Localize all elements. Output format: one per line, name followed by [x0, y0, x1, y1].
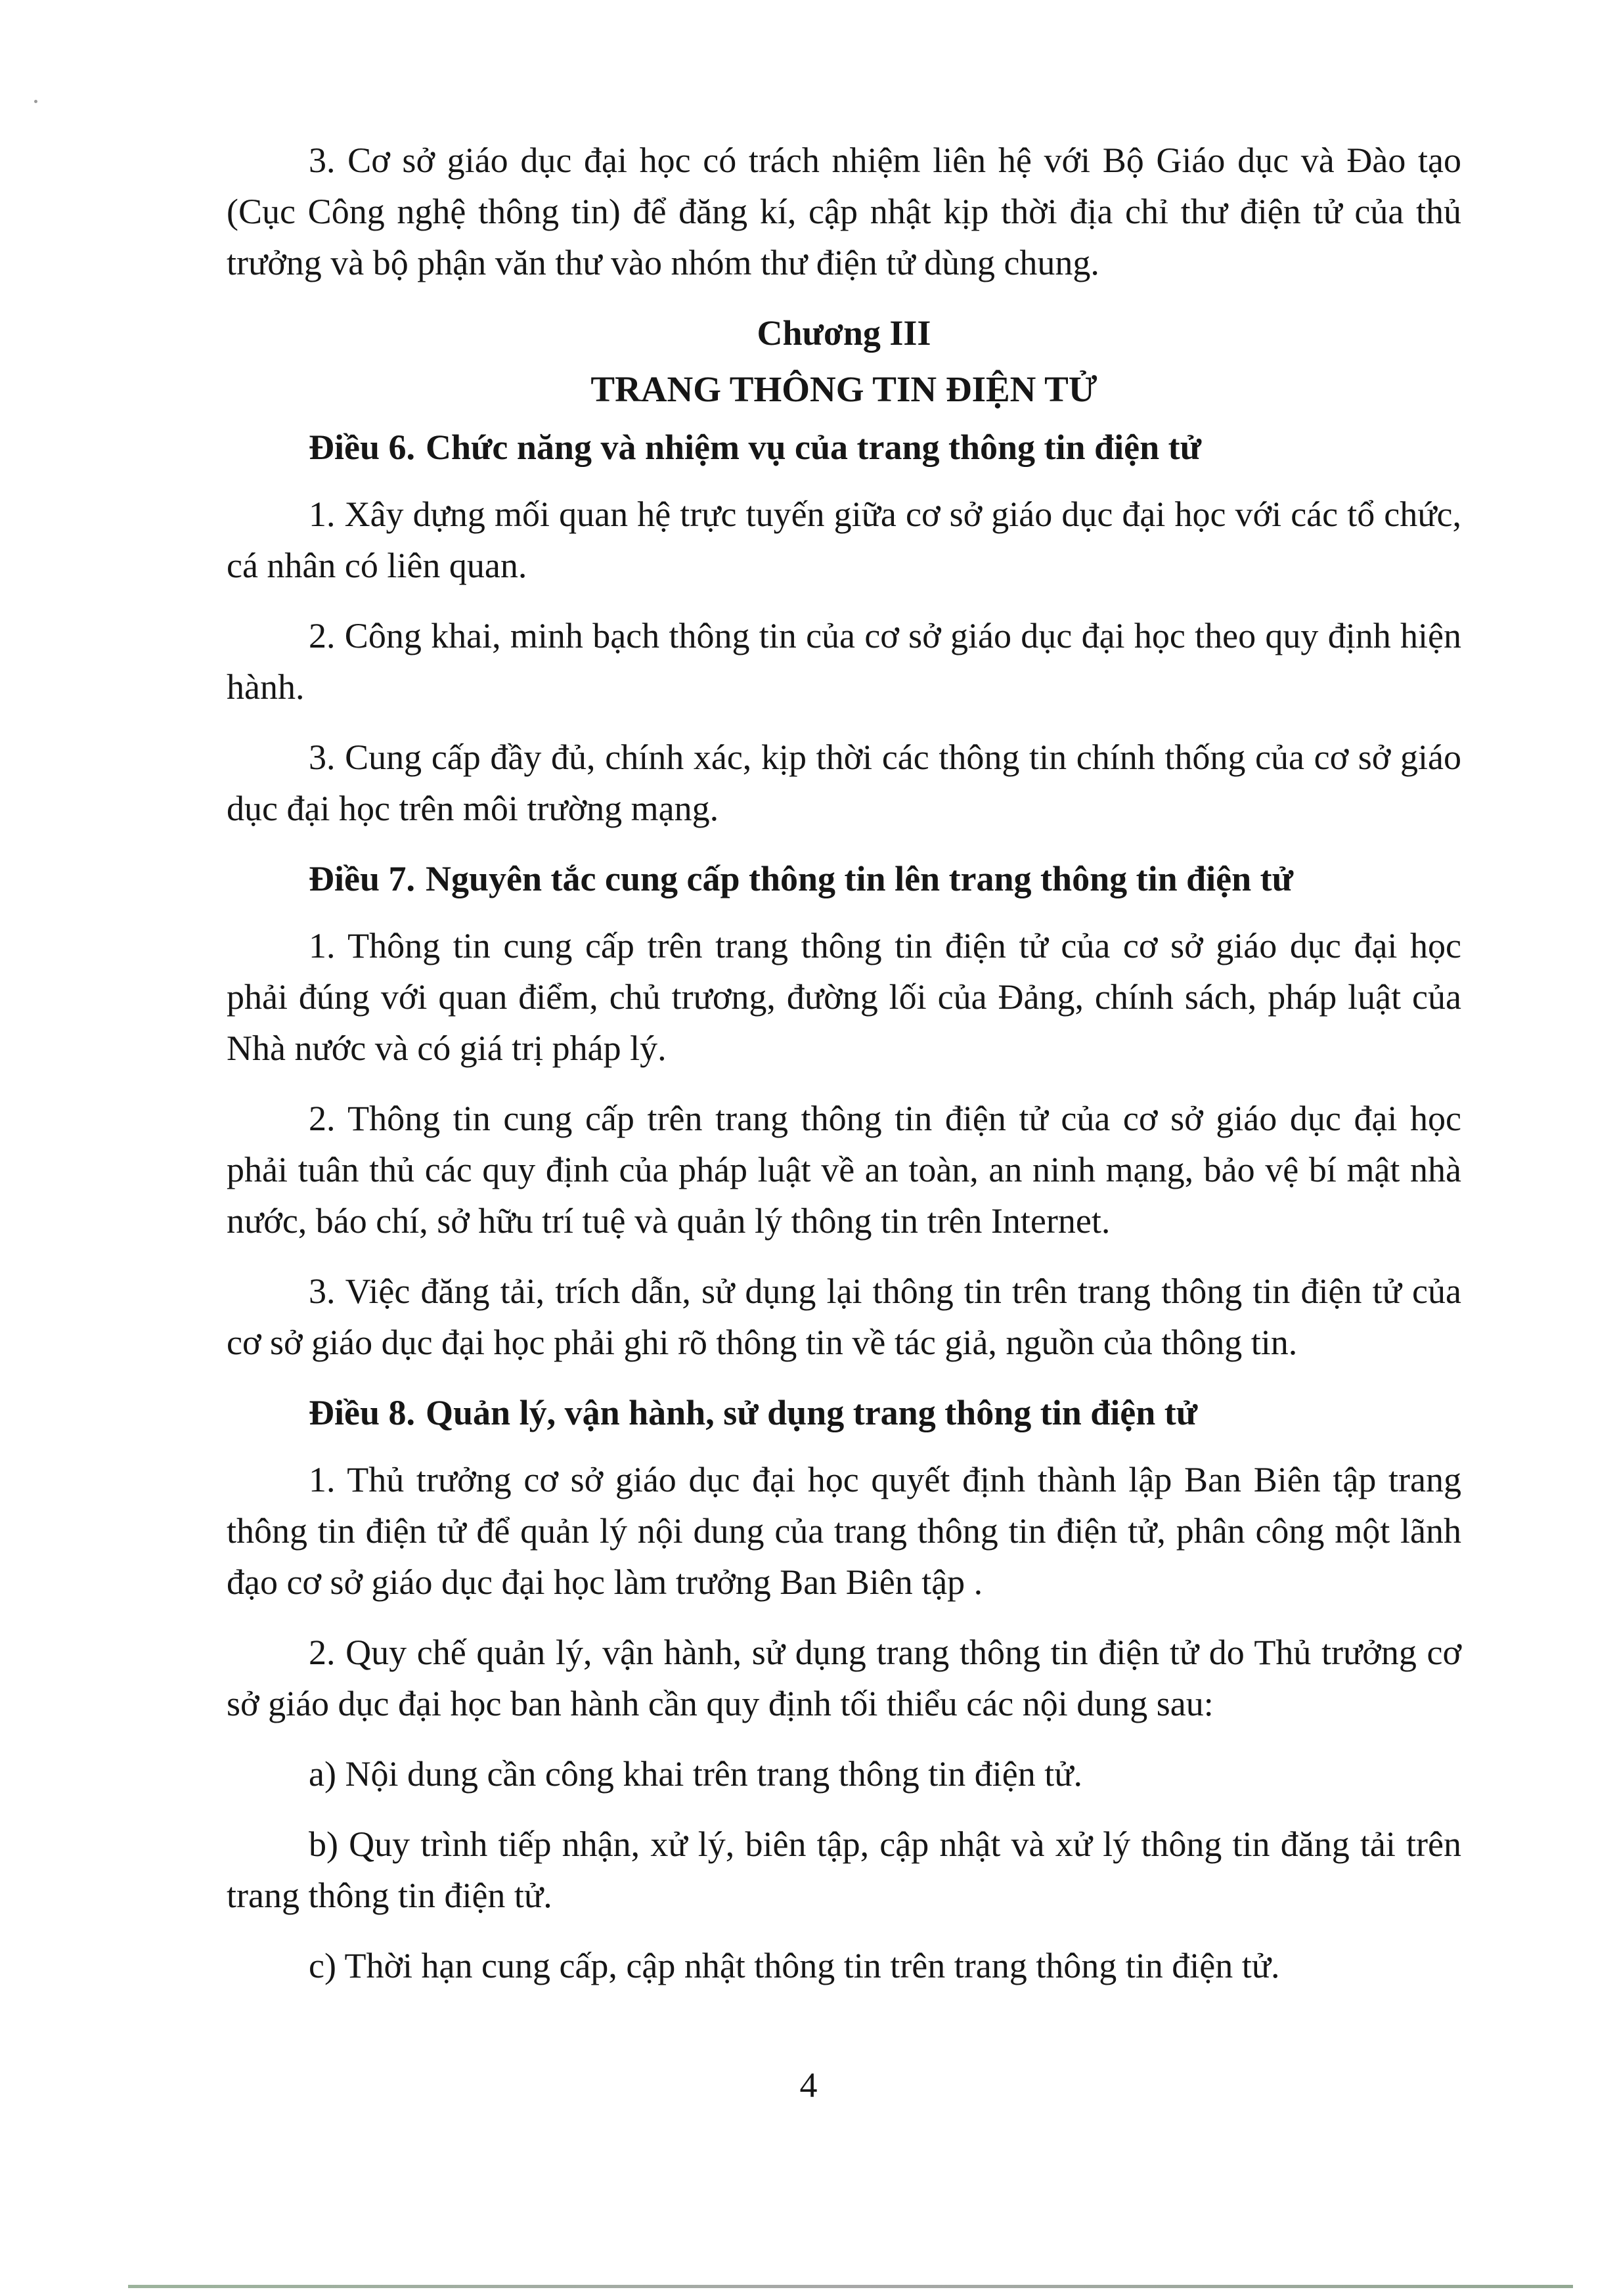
article-7-title: Nguyên tắc cung cấp thông tin lên trang thông tin điện tử	[426, 859, 1294, 898]
article-7-heading	[227, 853, 1461, 904]
article-6-item-1: 1. Xây dựng mối quan hệ trực tuyến giữa cơ sở giáo dục đại học với các tổ chức, cá nhân có liên quan.	[227, 495, 1461, 585]
chapter-title: TRANG THÔNG TIN ĐIỆN TỬ	[590, 369, 1097, 409]
article-7-label: Điều 7.	[309, 859, 415, 898]
article-6-item-3: 3. Cung cấp đầy đủ, chính xác, kịp thời các thông tin chính thống của cơ sở giáo dục đại học trên môi trường mạng.	[227, 738, 1461, 828]
article-7-item-1: 1. Thông tin cung cấp trên trang thông tin điện tử của cơ sở giáo dục đại học phải đúng với quan điểm, chủ trương, đường lối của Đảng, chính sách, pháp luật của Nhà nước và có giá trị pháp lý.	[227, 926, 1461, 1068]
article-8-label: Điều 8.	[309, 1393, 415, 1432]
article-6-title: Chức năng và nhiệm vụ của trang thông tin điện tử	[426, 428, 1201, 467]
article-7-item-3: 3. Việc đăng tải, trích dẫn, sử dụng lại thông tin trên trang thông tin điện tử của cơ sở giáo dục đại học phải ghi rõ thông tin về tác giả, nguồn của thông tin.	[227, 1271, 1461, 1362]
article-6-label: Điều 6.	[309, 428, 415, 467]
article-8-item-c: c) Thời hạn cung cấp, cập nhật thông tin trên trang thông tin điện tử.	[309, 1946, 1280, 1985]
article-8-heading	[227, 1387, 1461, 1438]
article-8-item-a: a) Nội dung cần công khai trên trang thông tin điện tử.	[309, 1754, 1082, 1794]
intro-paragraph: 3. Cơ sở giáo dục đại học có trách nhiệm liên hệ với Bộ Giáo dục và Đào tạo (Cục Công nghệ thông tin) để đăng kí, cập nhật kịp thời địa chỉ thư điện tử của thủ trưởng và bộ phận văn thư vào nhóm thư điện tử dùng chung.	[227, 141, 1461, 282]
chapter-label: Chương III	[757, 313, 931, 353]
article-8-item-1: 1. Thủ trưởng cơ sở giáo dục đại học quyết định thành lập Ban Biên tập trang thông tin điện tử để quản lý nội dung của trang thông tin điện tử, phân công một lãnh đạo cơ sở giáo dục đại học làm trưởng Ban Biên tập .	[227, 1460, 1461, 1602]
article-6-heading	[227, 422, 1461, 473]
article-8-title: Quản lý, vận hành, sử dụng trang thông tin điện tử	[426, 1393, 1198, 1432]
article-8-item-2: 2. Quy chế quản lý, vận hành, sử dụng trang thông tin điện tử do Thủ trưởng cơ sở giáo dục đại học ban hành cần quy định tối thiểu các nội dung sau:	[227, 1633, 1461, 1723]
document-page	[227, 135, 1461, 2010]
article-7-item-2: 2. Thông tin cung cấp trên trang thông tin điện tử của cơ sở giáo dục đại học phải tuân thủ các quy định của pháp luật về an toàn, an ninh mạng, bảo vệ bí mật nhà nước, báo chí, sở hữu trí tuệ và quản lý thông tin trên Internet.	[227, 1099, 1461, 1241]
article-6-item-2: 2. Công khai, minh bạch thông tin của cơ sở giáo dục đại học theo quy định hiện hành.	[227, 616, 1461, 707]
page-number: 4	[799, 2065, 818, 2105]
scan-artifact	[34, 100, 37, 103]
article-8-item-b: b) Quy trình tiếp nhận, xử lý, biên tập, cập nhật và xử lý thông tin đăng tải trên trang thông tin điện tử.	[227, 1824, 1461, 1915]
scan-edge-line	[128, 2285, 1573, 2288]
